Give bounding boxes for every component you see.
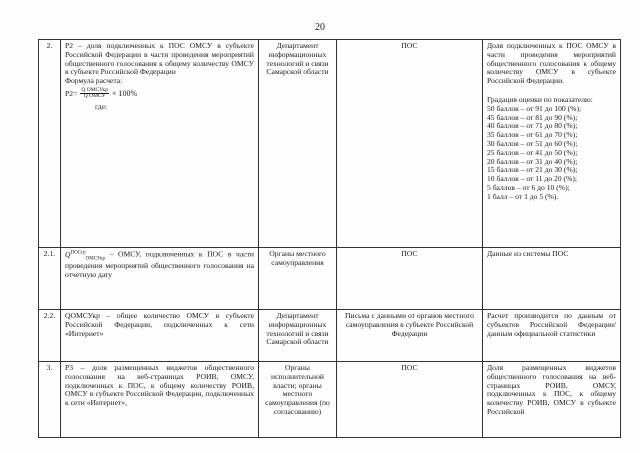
gradation-item: 50 баллов – от 91 до 100 (%); bbox=[487, 103, 582, 113]
symbol-superscript: ПОСгр bbox=[70, 250, 86, 255]
indicator-note bbox=[483, 40, 621, 248]
formula-where: где: bbox=[95, 101, 108, 111]
formula-denominator: Q ОМСУ bbox=[83, 93, 106, 100]
gradation-title: Градация оценки по показателю: bbox=[487, 94, 593, 104]
gradation-list bbox=[487, 105, 616, 202]
data-source: Письма с данными от органов местного самоуправления в субъекте Российской Федерации bbox=[337, 310, 483, 362]
gradation-item: 40 баллов – от 71 до 80 (%); bbox=[487, 121, 578, 131]
indicator-note: Расчет производится по данным от субъектов Российской Федерации/ данным официальной статистики bbox=[483, 310, 621, 362]
data-source: ПОС bbox=[337, 40, 483, 248]
formula-fraction bbox=[80, 88, 109, 100]
row-number: 2. bbox=[39, 40, 61, 248]
data-source: ПОС bbox=[337, 248, 483, 310]
indicator-description: QОМСУкр – общее количество ОМСУ в субъекте Российской Федерации, подключенных к сети «Интернет» bbox=[61, 310, 259, 362]
indicator-text: – ОМСУ, подключенных к ПОС в части проведения мероприятий общественного голосования на отчетную дату bbox=[65, 249, 254, 279]
gradation-item: 15 баллов – от 21 до 30 (%); bbox=[487, 165, 578, 175]
row-number: 2.1. bbox=[39, 248, 61, 310]
gradation-item: 20 баллов – от 31 до 40 (%); bbox=[487, 156, 578, 166]
formula-lhs: P2= bbox=[65, 88, 78, 98]
data-source: ПОС bbox=[337, 362, 483, 438]
gradation-item: 10 баллов – от 11 до 20 (%); bbox=[487, 174, 578, 184]
table-row bbox=[39, 310, 621, 362]
row-number: 2.2. bbox=[39, 310, 61, 362]
indicator-text: Р2 – доля подключенных к ПОС ОМСУ в субъекте Российской Федерации в части проведения мероприятий общественного голосования к общему количеству ОМСУ в субъекте Российской Федерации bbox=[65, 41, 254, 77]
responsible-body: Департамент информационных технологий и связи Самарской области bbox=[259, 310, 337, 362]
responsible-body: Департамент информационных технологий и связи Самарской области bbox=[259, 40, 337, 248]
gradation-item: 45 баллов – от 81 до 90 (%); bbox=[487, 112, 578, 122]
formula-label: Формула расчета: bbox=[65, 76, 123, 86]
note-text: Доля подключенных к ПОС ОМСУ в части проведения мероприятий общественного голосования к общему количеству ОМСУ в субъекте Российской Федерации. bbox=[487, 41, 616, 86]
symbol-base: Q bbox=[65, 249, 71, 259]
indicator-description: Р3 – доля размещенных виджетов общественного голосования на веб-страницах РОИВ, ОМСУ, подключенных к ПОС, к общему количеству РОИВ, ОМСУ в субъекте Российской Федерации, подключенных к сети «Интернет», bbox=[61, 362, 259, 438]
table-row bbox=[39, 40, 621, 248]
symbol-subscript: ОМСУкр bbox=[85, 256, 106, 262]
formula bbox=[65, 88, 254, 100]
responsible-body: Органы местного самоуправления bbox=[259, 248, 337, 310]
indicator-symbol bbox=[65, 249, 106, 262]
formula-numerator: Q ОМСУкр bbox=[81, 86, 108, 93]
page-number: 20 bbox=[315, 22, 325, 33]
table-row bbox=[39, 248, 621, 310]
indicator-description bbox=[61, 40, 259, 248]
gradation-item: 1 балл – от 1 до 5 (%). bbox=[487, 191, 559, 201]
responsible-body: Органы исполнительной власти; органы местного самоуправления (по согласованию) bbox=[259, 362, 337, 438]
indicator-note: Доля размещенных виджетов общественного голосования на веб-страницах РОИВ, ОМСУ, подключенных к ПОС, к общему количеству РОИВ, ОМСУ в субъекте Российской bbox=[483, 362, 621, 438]
gradation-item: 30 баллов – от 51 до 60 (%); bbox=[487, 138, 578, 148]
table-row bbox=[39, 362, 621, 438]
gradation-item: 35 баллов – от 61 до 70 (%); bbox=[487, 130, 578, 140]
formula-multiplier: × 100% bbox=[111, 89, 138, 99]
gradation-item: 5 баллов – от 6 до 10 (%); bbox=[487, 182, 570, 192]
row-number: 3. bbox=[39, 362, 61, 438]
gradation-item: 25 баллов – от 41 до 50 (%); bbox=[487, 147, 578, 157]
indicators-table bbox=[38, 39, 621, 438]
indicator-description bbox=[61, 248, 259, 310]
indicator-note: Данные из системы ПОС bbox=[483, 248, 621, 310]
